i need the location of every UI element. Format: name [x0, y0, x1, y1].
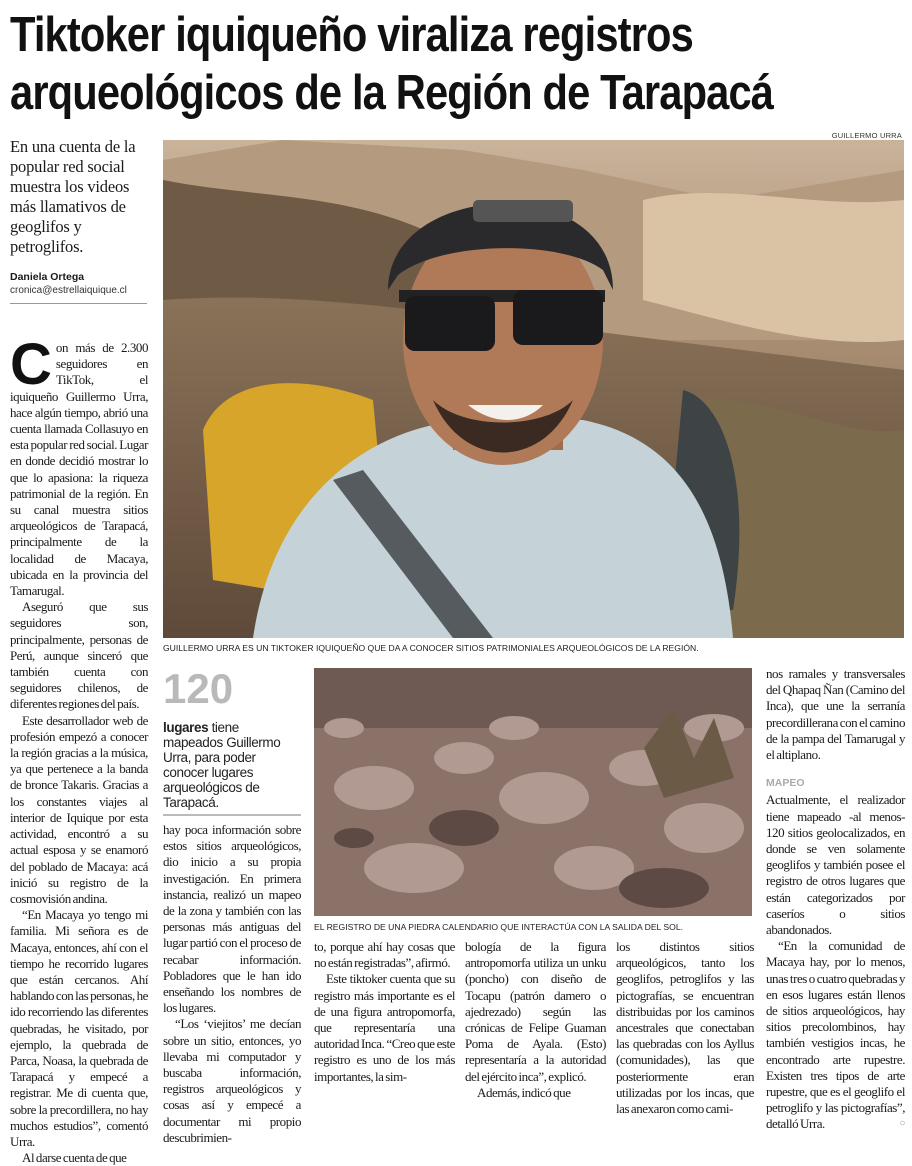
second-photo-image [314, 668, 752, 916]
photo-credit: GUILLERMO URRA [831, 131, 902, 140]
end-mark-icon: ○ [899, 1118, 905, 1130]
paragraph: to, porque ahí hay cosas que no están registradas”, afirmó. [314, 939, 455, 971]
pull-quote-bold: lugares [163, 720, 209, 735]
paragraph: Actualmente, el realizador tiene mapeado -al menos- 120 sitios geolocalizados, en donde se ven solamente geoglifos y también posee el registro de otros lugares que están categorizados por caseríos o sitios abandonados. [766, 792, 905, 938]
article-column-5 [616, 939, 754, 1117]
paragraph: Este tiktoker cuenta que su registro más importante es el de una figura antropomorfa, que representaría una autoridad Inca. “Creo que este registro es uno de los más importantes, la sim- [314, 971, 455, 1084]
paragraph: Además, indicó que [477, 1084, 571, 1100]
pull-quote-number: 120 [163, 665, 234, 712]
byline-email: cronica@estrellaiquique.cl [10, 285, 127, 296]
main-photo-caption: GUILLERMO URRA ES UN TIKTOKER IQUIQUEÑO QUE DA A CONOCER SITIOS PATRIMONIALES ARQUEOLÓGICOS DE LA REGIÓN. [163, 643, 699, 653]
headline [10, 6, 894, 122]
paragraph: “En la comunidad de Macaya hay, por lo menos, unas tres o cuatro quebradas y en esos lugares están llenos de sitios arqueológicos, hay sitios precolombinos, hay también vestigios incas, he encontrado arte rupestre. Existen tres tipos de arte rupestre, que es el geoglifo el petroglifo y las pictografías”, detalló Urra. [766, 938, 905, 1132]
paragraph: Este desarrollador web de profesión empezó a conocer la región gracias a la música, ya que pertenece a la banda de bronce Takaris. Gracias a los constantes viajes al interior de Iquique por esta actividad, encontró a su actual esposa y se enamoró del poblado de Macaya: acá inició su registro de la cosmovisión andina. [10, 712, 148, 906]
main-photo-image [163, 140, 904, 638]
article-column-4 [465, 939, 606, 1101]
paragraph: Aseguró que sus seguidores son, principalmente, personas de Perú, aunque sinceró que también cuenta con seguidores chilenos, de diferentes regiones del país. [10, 599, 148, 712]
drop-cap: C [10, 332, 52, 397]
byline-author: Daniela Ortega [10, 271, 85, 283]
paragraph: los distintos sitios arqueológicos, tanto los geoglifos, petroglifos y las pictografías, se encuentran distribuidas por los caminos ancestrales que conectaban las quebradas con los Ayllus (comunidades), las que posteriormente eran utilizadas por los incas, que las anexaron como cami- [616, 939, 754, 1117]
paragraph: hay poca información sobre estos sitios arqueológicos, dio inicio a su propia investigación. En primera instancia, realizó un mapeo de la zona y también con las personas más antiguas del lugar partió con el proceso de recabar información. Pobladores que le han ido enseñando los nombres de los lugares. [163, 822, 301, 1016]
column-2-block [163, 665, 301, 1146]
second-photo [314, 668, 752, 916]
second-photo-caption: EL REGISTRO DE UNA PIEDRA CALENDARIO QUE INTERACTÚA CON LA SALIDA DEL SOL. [314, 922, 683, 932]
headline-line-1: Tiktoker iquiqueño viraliza registros [10, 8, 693, 62]
main-photo [163, 140, 904, 638]
subhead: MAPEO [766, 777, 805, 790]
deck: En una cuenta de la popular red social muestra los videos más llamativos de geoglifos y petroglifos. [10, 137, 136, 256]
lead-block [10, 137, 150, 304]
paragraph: Al darse cuenta de que [22, 1150, 127, 1166]
article-column-2 [163, 822, 301, 1146]
article-column-6 [766, 666, 905, 1133]
paragraph: on más de 2.300 seguidores en TikTok, el iquiqueño Guillermo Urra, hace algún tiempo, abrió una cuenta llamada Collasuyo en esta popular red social. Lugar en donde decidió mostrar lo que lo apasiona: la riqueza patrimonial de la región. En su canal muestra sitios arqueológicos de Tarapacá, principalmente de la localidad de Macaya, ubicada en la provincia del Tamarugal. [10, 340, 148, 599]
paragraph: nos ramales y transversales del Qhapaq Ñan (Camino del Inca), que une la serranía precordillerana con el camino de la pampa del Tamarugal y el altiplano. [766, 666, 905, 763]
article-column-3 [314, 939, 455, 1085]
paragraph: “En Macaya yo tengo mi familia. Mi señora es de Macaya, entonces, ahí con el tiempo he recorrido lugares que están cercanos. Ahí hablando con las personas, he ido recorriendo las diferentes quebradas, he visitado, por ejemplo, la quebrada de Parca, Noasa, la quebrada de Tarapacá y empecé a registrar. Me di cuenta que, sobre la precordillera, no hay muchos estudios”, comentó Urra. [10, 907, 148, 1149]
pull-quote-text: tiene mapeados Guillermo Urra, para poder conocer lugares arqueológicos de Tarapacá. [163, 720, 281, 810]
paragraph: “Los ‘viejitos’ me decían sobre un sitio, entonces, yo llevaba mi computador y buscaba información, registros arqueológicos y cosas así y empecé a documentar mi propio descubrimien- [163, 1016, 301, 1145]
pull-quote-divider [163, 814, 301, 816]
pull-quote [163, 665, 301, 810]
article-column-1 [10, 332, 148, 1166]
paragraph: bología de la figura antropomorfa utiliza un unku (poncho) con diseño de Tocapu (patrón damero o ajedrezado) según las crónicas de Felipe Guaman Poma de Ayala. (Esto) representaría a la autoridad del ejército inca”, explicó. [465, 939, 606, 1084]
headline-line-2: arqueológicos de la Región de Tarapacá [10, 66, 774, 120]
divider [10, 303, 147, 304]
